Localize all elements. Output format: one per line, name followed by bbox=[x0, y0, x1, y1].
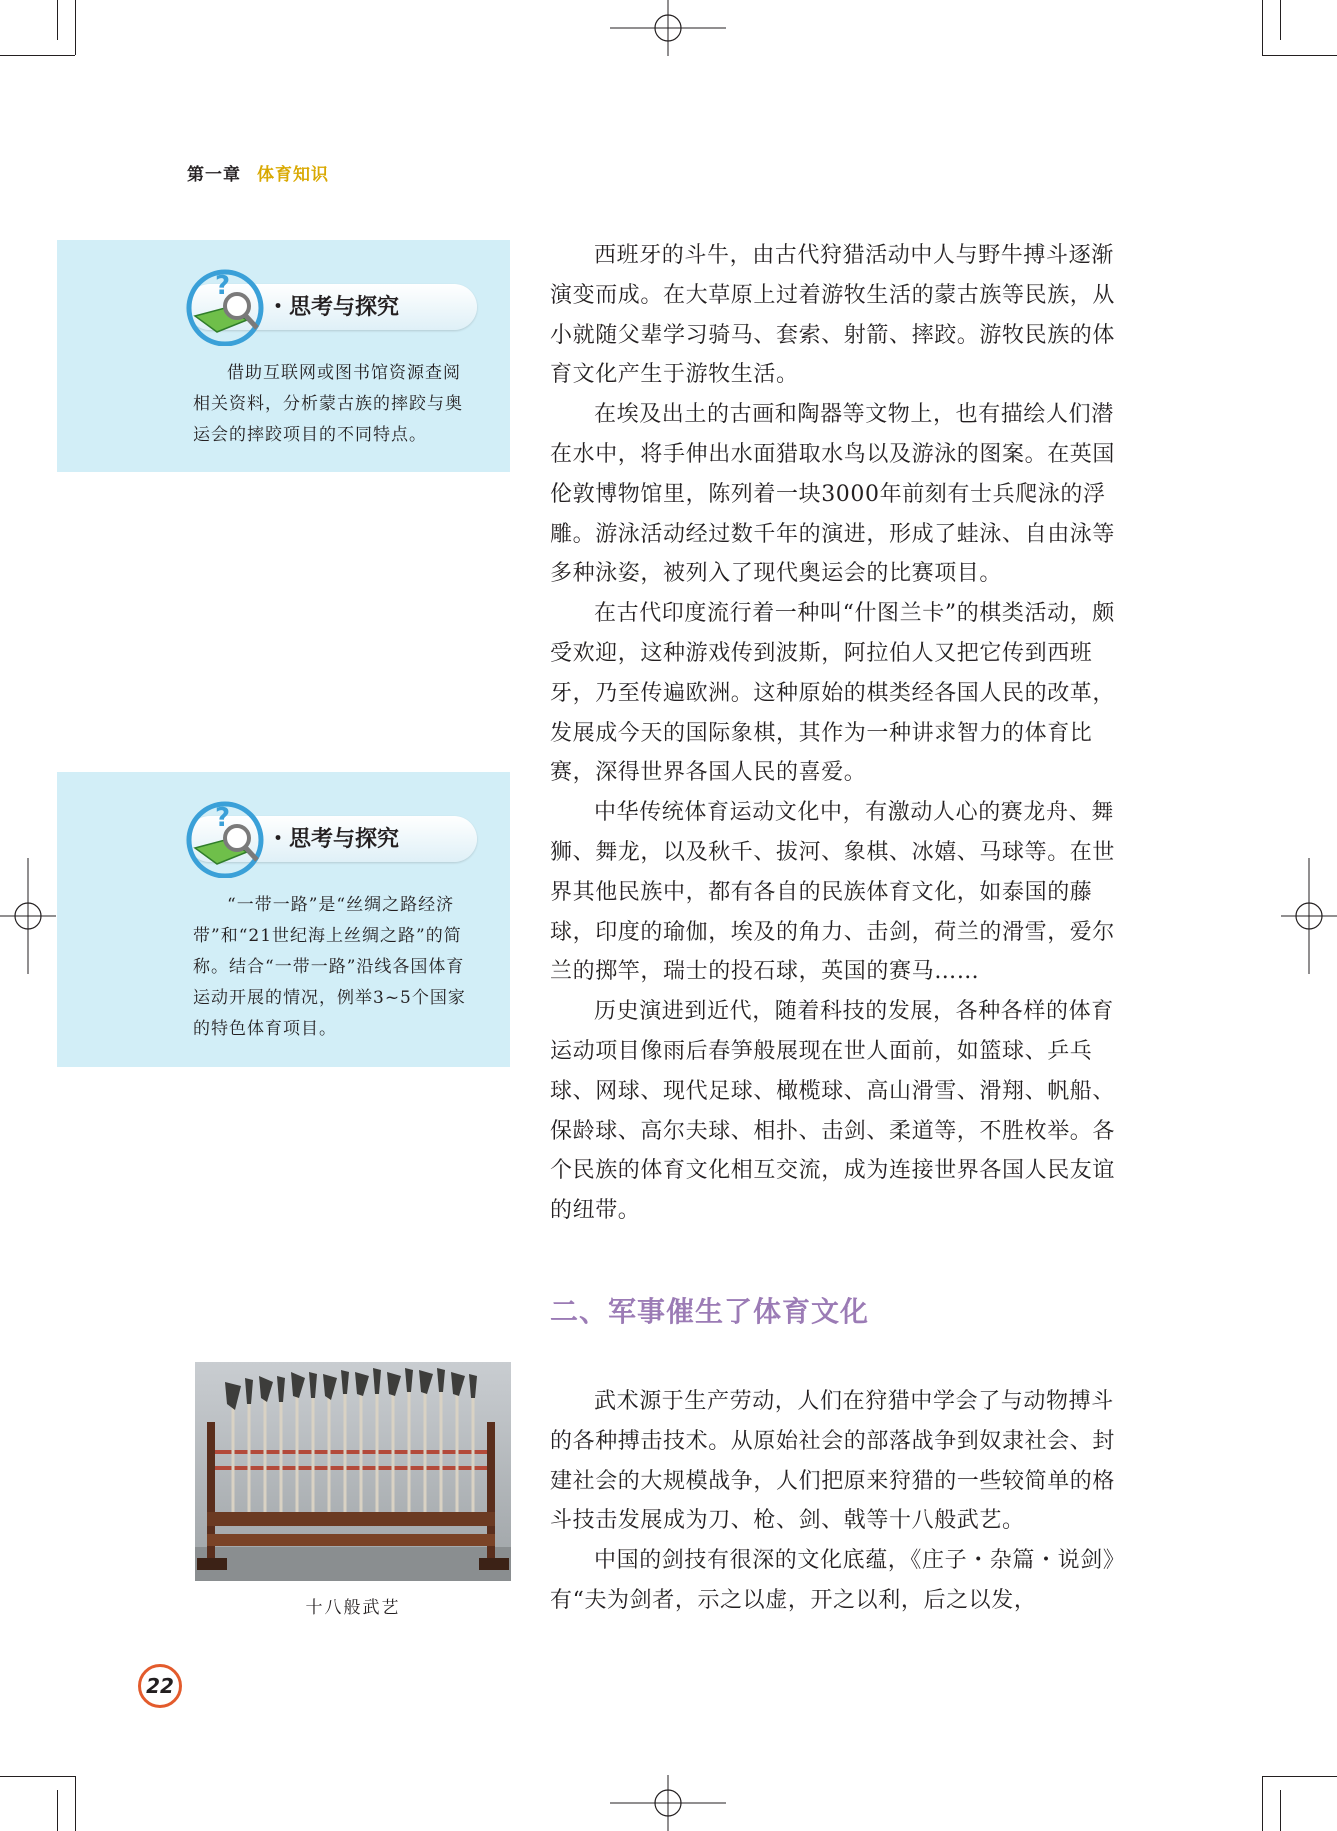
weapon-rack-photo bbox=[195, 1362, 511, 1581]
magnifier-book-icon bbox=[185, 800, 275, 878]
body-paragraph: 中国的剑技有很深的文化底蕴，《庄子・杂篇・说剑》有“夫为剑者，示之以虚，开之以利，后之以发， bbox=[550, 1548, 1126, 1613]
magnifier-book-icon bbox=[185, 268, 275, 346]
body-paragraph: 历史演进到近代，随着科技的发展，各种各样的体育运动项目像雨后春笋般展现在世人面前，如篮球、乒乓球、网球、现代足球、橄榄球、高山滑雪、滑翔、帆船、保龄球、高尔夫球、相扑、击剑、柔道等，不胜枚举。各个民族的体育文化相互交流，成为连接世界各国人民友谊的纽带。 bbox=[550, 999, 1116, 1224]
think-box bbox=[57, 772, 510, 1067]
crop-mark bbox=[0, 1776, 75, 1777]
svg-text:?: ? bbox=[215, 271, 231, 301]
section-title: 二、军事催生了体育文化 bbox=[550, 1295, 870, 1328]
crop-mark bbox=[57, 0, 58, 40]
think-title-text: 思考与探究 bbox=[289, 827, 400, 852]
crop-mark bbox=[1280, 0, 1281, 40]
think-box bbox=[57, 240, 510, 472]
think-text: 借助互联网或图书馆资源查阅相关资料，分析蒙古族的摔跤与奥运会的摔跤项目的不同特点。 bbox=[193, 363, 463, 445]
main-text-block bbox=[550, 236, 1130, 1231]
crop-mark bbox=[1280, 1790, 1281, 1831]
body-paragraph: 在古代印度流行着一种叫“什图兰卡”的棋类活动，颇受欢迎，这种游戏传到波斯，阿拉伯人又把它传到西班牙，乃至传遍欧洲。这种原始的棋类经各国人民的改革，发展成今天的国际象棋，其作为一种讲求智力的体育比赛，深得世界各国人民的喜爱。 bbox=[550, 601, 1116, 786]
crop-mark bbox=[1262, 0, 1263, 55]
body-paragraph: 武术源于生产劳动，人们在狩猎中学会了与动物搏斗的各种搏击技术。从原始社会的部落战争到奴隶社会、封建社会的大规模战争，人们把原来狩猎的一些较简单的格斗技击发展成为刀、枪、剑、戟等十八般武艺。 bbox=[550, 1389, 1116, 1534]
body-paragraph: 在埃及出土的古画和陶器等文物上，也有描绘人们潜在水中，将手伸出水面猎取水鸟以及游泳的图案。在英国伦敦博物馆里，陈列着一块3000年前刻有士兵爬泳的浮雕。游泳活动经过数千年的演进，形成了蛙泳、自由泳等多种泳姿，被列入了现代奥运会的比赛项目。 bbox=[550, 402, 1116, 587]
page-number: 22 bbox=[138, 1664, 182, 1708]
body-paragraph: 西班牙的斗牛，由古代狩猎活动中人与野牛搏斗逐渐演变而成。在大草原上过着游牧生活的蒙古族等民族，从小就随父辈学习骑马、套索、射箭、摔跤。游牧民族的体育文化产生于游牧生活。 bbox=[550, 243, 1116, 388]
think-title: ・思考与探究 bbox=[267, 295, 400, 320]
running-header bbox=[187, 160, 329, 185]
crop-mark bbox=[57, 1790, 58, 1831]
svg-text:?: ? bbox=[215, 803, 231, 833]
crop-mark bbox=[1262, 1776, 1337, 1777]
body-paragraph: 中华传统体育运动文化中，有激动人心的赛龙舟、舞狮、舞龙，以及秋千、拔河、象棋、冰嬉、马球等。在世界其他民族中，都有各自的民族体育文化，如泰国的藤球，印度的瑜伽，埃及的角力、击剑，荷兰的滑雪，爱尔兰的掷竿，瑞士的投石球，英国的赛马…… bbox=[550, 800, 1116, 985]
crop-mark bbox=[75, 1776, 76, 1831]
photo-caption: 十八般武艺 bbox=[305, 1598, 401, 1618]
registration-mark-icon bbox=[610, 1775, 726, 1831]
registration-mark-icon bbox=[610, 0, 726, 56]
think-title-text: 思考与探究 bbox=[289, 295, 400, 320]
think-title: ・思考与探究 bbox=[267, 827, 400, 852]
crop-mark bbox=[1262, 1776, 1263, 1831]
crop-mark bbox=[1262, 55, 1337, 56]
think-text: “一带一路”是“丝绸之路经济带”和“21世纪海上丝绸之路”的简称。结合“一带一路”沿线各国体育运动开展的情况，例举3~5个国家的特色体育项目。 bbox=[193, 895, 466, 1039]
registration-mark-icon bbox=[1281, 858, 1337, 974]
registration-mark-icon bbox=[0, 858, 56, 974]
crop-mark bbox=[0, 55, 75, 56]
chapter-label: 第一章 bbox=[187, 165, 241, 185]
chapter-subject: 体育知识 bbox=[257, 165, 329, 185]
main-text-block bbox=[550, 1382, 1130, 1621]
crop-mark bbox=[75, 0, 76, 55]
